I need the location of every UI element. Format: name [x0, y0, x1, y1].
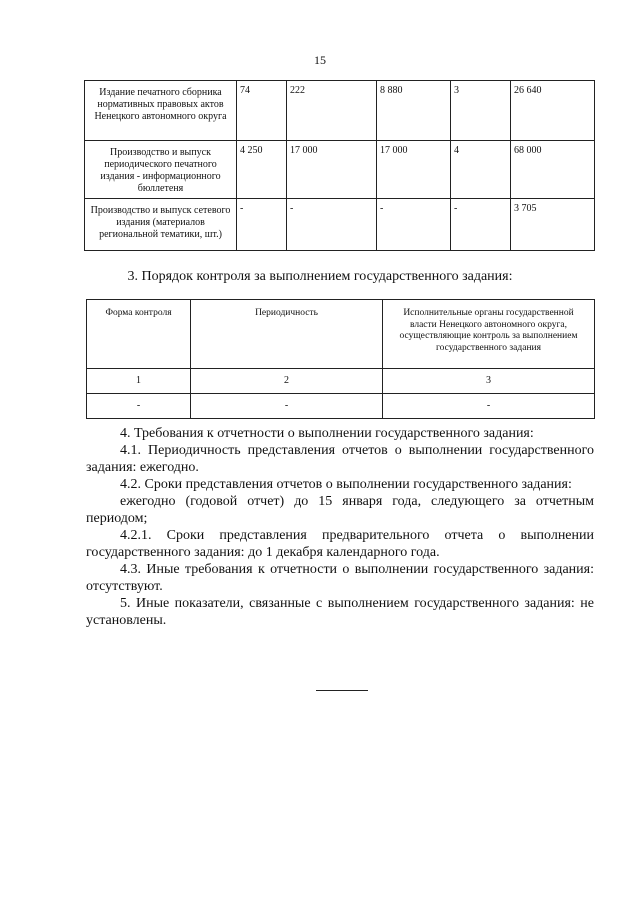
table-cell: 68 000	[511, 141, 595, 199]
table-cell: 1	[87, 369, 191, 394]
table-cell: 2	[191, 369, 383, 394]
section-heading: 3. Порядок контроля за выполнением государственного задания:	[127, 269, 513, 284]
table-cell: -	[287, 199, 377, 251]
table-cell: 17 000	[377, 141, 451, 199]
table-cell: -	[383, 394, 595, 419]
table-row	[85, 81, 595, 141]
table-cell: 4	[451, 141, 511, 199]
page-number: 15	[314, 53, 326, 67]
table-row	[87, 394, 595, 419]
table-cell: 4 250	[237, 141, 287, 199]
paragraph: ежегодно (годовой отчет) до 15 января года, следующего за отчетным периодом;	[86, 494, 594, 526]
paragraph: 4.2. Сроки представления отчетов о выполнении государственного задания:	[120, 477, 572, 492]
table-cell: -	[451, 199, 511, 251]
table-row	[87, 369, 595, 394]
table-cell: 3	[383, 369, 595, 394]
table-cell: 74	[237, 81, 287, 141]
table-cell: 26 640	[511, 81, 595, 141]
column-header: Форма контроля	[87, 300, 191, 369]
table-cell: 8 880	[377, 81, 451, 141]
table-cell: -	[87, 394, 191, 419]
table-cell: 17 000	[287, 141, 377, 199]
table-cell-name: Издание печатного сборника нормативных правовых актов Ненецкого автономного округа	[85, 81, 237, 141]
table-cell-name: Производство и выпуск сетевого издания (материалов региональной тематики, шт.)	[85, 199, 237, 251]
paragraph: 4.3. Иные требования к отчетности о выполнении государственного задания: отсутствуют.	[86, 562, 594, 594]
table-cell: -	[191, 394, 383, 419]
end-rule	[316, 690, 368, 691]
table-cell: 3 705	[511, 199, 595, 251]
table-cell: 222	[287, 81, 377, 141]
table-cell-name: Производство и выпуск периодического печатного издания - информационного бюллетеня	[85, 141, 237, 199]
table-header-row	[87, 300, 595, 369]
column-header: Периодичность	[191, 300, 383, 369]
table-row	[85, 199, 595, 251]
table-cell: 3	[451, 81, 511, 141]
report-requirements	[86, 425, 594, 629]
paragraph: 4. Требования к отчетности о выполнении государственного задания:	[120, 426, 534, 441]
paragraph: 4.1. Периодичность представления отчетов о выполнении государственного задания: ежегодно.	[86, 443, 594, 475]
table-cell: -	[377, 199, 451, 251]
table-row	[85, 141, 595, 199]
column-header: Исполнительные органы государственной власти Ненецкого автономного округа, осуществляющие контроль за выполнением государственного задания	[383, 300, 595, 369]
volume-table	[84, 80, 595, 251]
paragraph: 5. Иные показатели, связанные с выполнением государственного задания: не установлены.	[86, 596, 594, 628]
paragraph: 4.2.1. Сроки представления предварительного отчета о выполнении государственного задания: до 1 декабря календарного года.	[86, 528, 594, 560]
table-cell: -	[237, 199, 287, 251]
control-table	[86, 299, 595, 419]
